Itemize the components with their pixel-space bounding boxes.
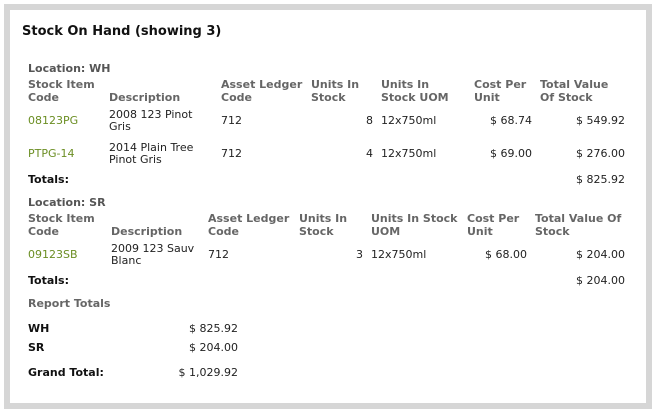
table-header-row [24,78,629,104]
item-description: 2009 123 Sauv Blanc [111,241,195,267]
grand-total-label: Grand Total: [28,366,104,379]
item-ledger-code: 712 [221,146,242,160]
item-cost: $ 68.00 [485,247,527,261]
col-header-description: Description [109,91,181,104]
table-row [24,104,629,137]
col-header-uom: Units In Stock UOM [371,212,458,238]
item-description: 2014 Plain Tree Pinot Gris [109,140,194,166]
col-header-units: Units In Stock [311,78,360,104]
col-header-uom: Units In Stock UOM [381,78,449,104]
item-units: 3 [356,247,363,261]
item-total: $ 276.00 [576,146,625,160]
totals-row [24,170,629,190]
item-uom: 12x750ml [381,113,437,127]
item-total: $ 204.00 [576,247,625,261]
col-header-description: Description [111,225,183,238]
item-uom: 12x750ml [381,146,437,160]
item-units: 8 [366,113,373,127]
report-total-name: SR [28,341,45,354]
totals-value: $ 825.92 [576,173,625,186]
table-row [24,238,629,271]
report-title: Stock On Hand (showing 3) [22,24,222,39]
col-header-code: Stock Item Code [28,78,95,104]
totals-label: Totals: [28,274,69,287]
report-panel [4,4,652,409]
grand-total-value: $ 1,029.92 [178,366,238,379]
item-units: 4 [366,146,373,160]
item-cost: $ 68.74 [490,113,532,127]
location-heading-wh: Location: WH [28,62,111,75]
stock-item-link[interactable]: 08123PG [28,113,79,127]
stock-item-link[interactable]: 09123SB [28,247,78,261]
stock-item-link[interactable]: PTPG-14 [28,146,75,160]
item-total: $ 549.92 [576,113,625,127]
report-total-value: $ 204.00 [189,341,238,354]
col-header-ledger: Asset Ledger Code [208,212,290,238]
stock-table-wh [24,78,629,190]
col-header-ledger: Asset Ledger Code [221,78,303,104]
totals-value: $ 204.00 [576,274,625,287]
report-total-name: WH [28,322,50,335]
table-row [24,137,629,170]
item-cost: $ 69.00 [490,146,532,160]
stock-table-sr [24,212,629,291]
totals-label: Totals: [28,173,69,186]
col-header-total: Total Value Of Stock [540,78,609,104]
item-ledger-code: 712 [221,113,242,127]
item-ledger-code: 712 [208,247,229,261]
totals-row [24,271,629,291]
item-uom: 12x750ml [371,247,427,261]
col-header-units: Units In Stock [299,212,348,238]
location-heading-sr: Location: SR [28,196,106,209]
col-header-cost: Cost Per Unit [467,212,520,238]
table-header-row [24,212,629,238]
report-total-value: $ 825.92 [189,322,238,335]
col-header-total: Total Value Of Stock [535,212,622,238]
col-header-cost: Cost Per Unit [474,78,527,104]
report-totals-heading: Report Totals [28,297,111,310]
col-header-code: Stock Item Code [28,212,95,238]
item-description: 2008 123 Pinot Gris [109,107,193,133]
